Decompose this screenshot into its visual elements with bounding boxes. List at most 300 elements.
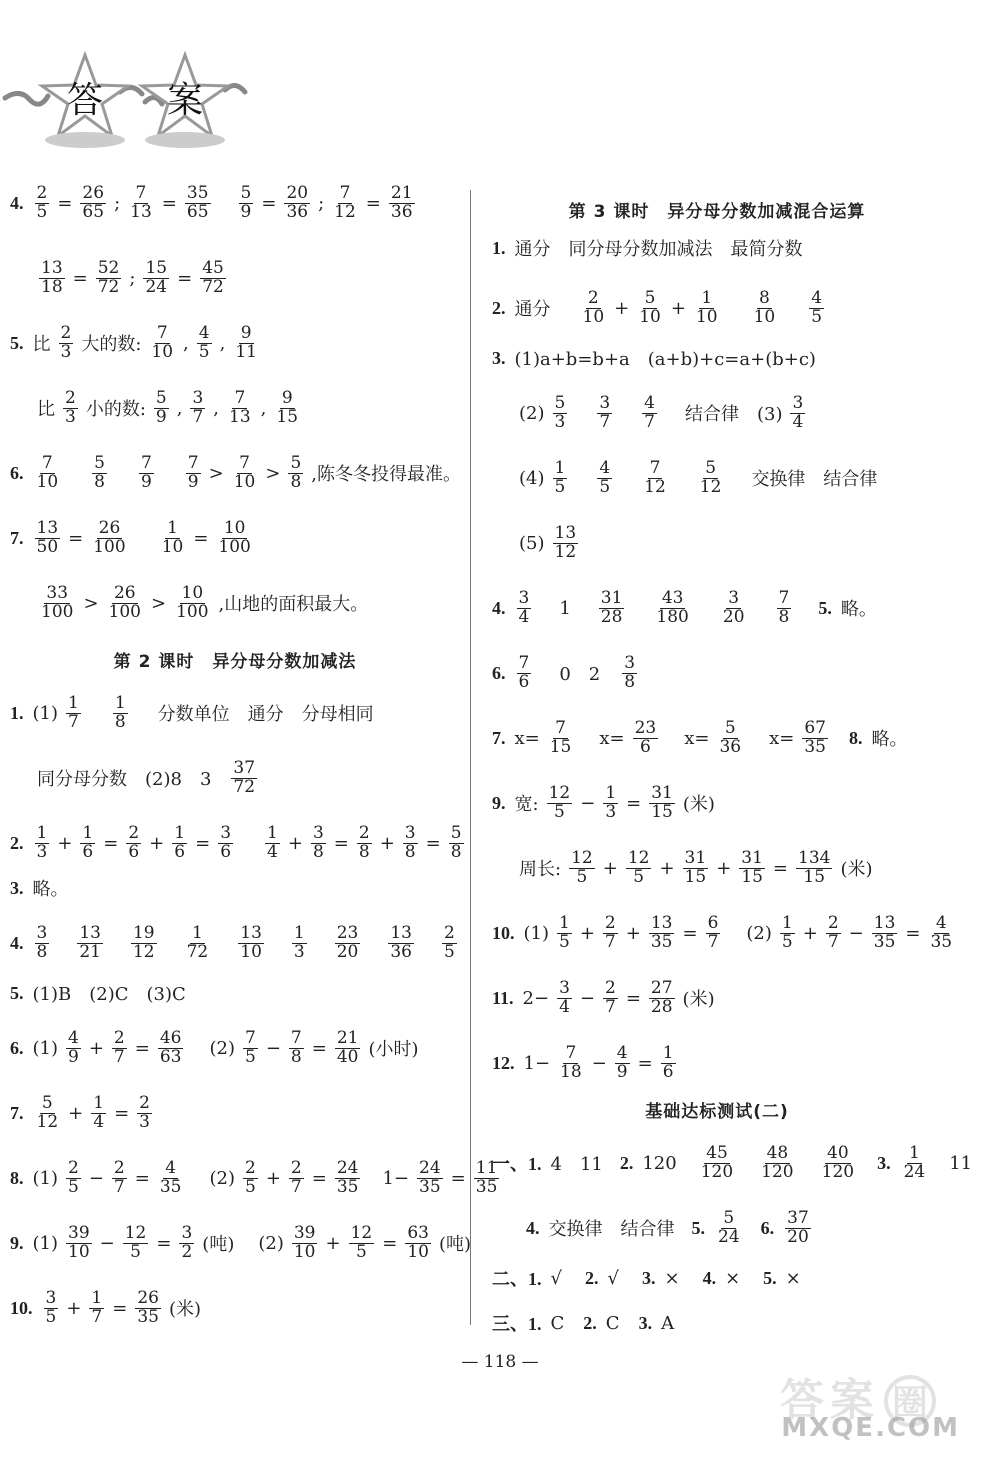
answer-text: 小的数:	[85, 399, 146, 421]
fraction	[80, 825, 95, 862]
fraction-numerator: 3	[404, 823, 416, 843]
fraction-denominator: 15	[741, 866, 763, 887]
fraction	[759, 1145, 795, 1182]
answer-text: (1)B (2)C (3)C	[32, 984, 186, 1005]
fraction-denominator: 35	[419, 1176, 441, 1197]
answer-line	[492, 1310, 675, 1336]
answer-text: =	[134, 1037, 150, 1059]
fraction-numerator: 13	[390, 923, 412, 943]
fraction-denominator: 5	[68, 1176, 79, 1197]
answer-text: ,	[176, 397, 183, 419]
fraction	[126, 825, 141, 862]
fraction-numerator: 4	[198, 323, 210, 343]
fraction-denominator: 15	[549, 736, 572, 757]
fraction	[274, 390, 300, 427]
fraction-denominator: 7	[604, 996, 616, 1017]
fraction-numerator: 7	[41, 453, 53, 473]
fraction	[417, 1160, 443, 1197]
fraction-numerator: 4	[68, 1028, 79, 1048]
fraction-denominator: 3	[605, 801, 617, 822]
fraction-numerator: 35	[186, 183, 209, 203]
answer-line	[10, 980, 187, 1006]
fraction-denominator: 100	[176, 601, 209, 622]
answer-text: ×	[725, 1267, 741, 1289]
fraction-denominator: 9	[68, 1046, 79, 1067]
fraction-denominator: 100	[93, 536, 126, 557]
answer-text: (2)	[519, 402, 545, 424]
question-number: 11.	[492, 987, 514, 1008]
fraction-numerator: 40	[827, 1143, 849, 1163]
fraction-numerator: 3	[559, 978, 570, 998]
fraction-denominator: 50	[36, 536, 59, 557]
answer-text: (1)	[32, 1167, 58, 1189]
fraction	[96, 260, 122, 297]
fraction	[332, 185, 358, 222]
fraction-numerator: 24	[336, 1158, 359, 1178]
fraction-numerator: 2	[113, 1158, 125, 1178]
fraction-numerator: 1	[908, 1143, 920, 1163]
fraction-numerator: 37	[233, 758, 256, 778]
fraction-denominator: 120	[821, 1161, 855, 1182]
fraction-numerator: 1	[192, 923, 203, 943]
fraction-denominator: 3	[36, 841, 48, 862]
answer-line	[10, 185, 418, 222]
fraction-numerator: 7	[156, 323, 168, 343]
fraction-numerator: 2	[604, 913, 616, 933]
answer-text: x=	[769, 727, 795, 749]
fraction-numerator: 1	[114, 693, 126, 713]
fraction	[557, 915, 572, 952]
fraction	[107, 585, 143, 622]
fraction-numerator: 7	[187, 453, 199, 473]
answer-text: 120	[642, 1152, 677, 1174]
answer-text: C	[550, 1312, 565, 1334]
question-number: 9.	[10, 1232, 24, 1253]
fraction-numerator: 2	[827, 913, 839, 933]
fraction	[597, 395, 612, 432]
fraction-numerator: 3	[220, 823, 232, 843]
answer-line	[10, 520, 256, 557]
fraction	[553, 525, 579, 562]
fraction-numerator: 4	[644, 393, 655, 413]
answer-text: √	[550, 1267, 562, 1289]
answer-text: +	[659, 857, 675, 879]
answer-text: ;	[318, 192, 325, 214]
fraction-denominator: 63	[159, 1046, 182, 1067]
answer-text: =	[177, 267, 193, 289]
watermark-char-2: 案	[830, 1375, 874, 1426]
fraction-denominator: 5	[130, 1241, 141, 1262]
fraction-denominator: 6	[220, 841, 232, 862]
question-number: 5.	[818, 597, 832, 618]
fraction-numerator: 1	[36, 823, 48, 843]
fraction-denominator: 8	[290, 471, 302, 492]
fraction-denominator: 35	[137, 1306, 159, 1327]
question-number: 10.	[492, 922, 515, 943]
fraction	[231, 760, 257, 797]
fraction-numerator: 2	[444, 923, 455, 943]
fraction-numerator: 39	[293, 1223, 316, 1243]
answer-line	[10, 825, 467, 862]
fraction-denominator: 10	[233, 471, 256, 492]
fraction-numerator: 3	[624, 653, 636, 673]
answer-text: (2)	[209, 1167, 235, 1189]
answer-line	[10, 760, 260, 797]
fraction-denominator: 12	[554, 541, 577, 562]
fraction	[548, 720, 574, 757]
fraction-numerator: 2	[68, 1158, 79, 1178]
fraction-numerator: 27	[650, 978, 673, 998]
fraction-denominator: 180	[656, 606, 689, 627]
fraction-numerator: 12	[548, 783, 571, 803]
fraction-denominator: 35	[159, 1176, 182, 1197]
fraction	[66, 1030, 81, 1067]
fraction-denominator: 10	[293, 1241, 316, 1262]
fraction-numerator: 1	[174, 823, 186, 843]
fraction-numerator: 3	[792, 393, 804, 413]
fraction-denominator: 3	[65, 406, 76, 427]
fraction-numerator: 31	[600, 588, 623, 608]
fraction-denominator: 6	[518, 671, 530, 692]
answer-text: =	[114, 1102, 130, 1124]
answer-line	[492, 785, 716, 822]
fraction-numerator: 26	[82, 183, 105, 203]
fraction-numerator: 2	[60, 323, 72, 343]
fraction-numerator: 7	[290, 1028, 302, 1048]
fraction-numerator: 63	[407, 1223, 429, 1243]
fraction-numerator: 26	[137, 1288, 159, 1308]
fraction-numerator: 7	[555, 718, 566, 738]
fraction-numerator: 1	[82, 823, 94, 843]
fraction	[39, 260, 65, 297]
fraction-numerator: 3	[518, 588, 530, 608]
answer-text: 1−	[382, 1167, 410, 1189]
fraction-denominator: 15	[684, 866, 707, 887]
fraction-numerator: 7	[565, 1043, 577, 1063]
fraction-numerator: 1	[781, 913, 793, 933]
fraction-denominator: 12	[644, 476, 666, 497]
fraction	[581, 290, 607, 327]
answer-line	[10, 1030, 420, 1067]
fraction	[59, 325, 74, 362]
fraction-denominator: 5	[781, 931, 793, 952]
question-number: 2.	[10, 832, 24, 853]
answer-text: +	[802, 922, 818, 944]
answer-text: +	[325, 1232, 341, 1254]
question-number: 2.	[619, 1152, 634, 1173]
answer-text: −	[579, 987, 595, 1009]
fraction-numerator: 1	[605, 783, 617, 803]
answer-line	[10, 695, 375, 732]
fraction	[654, 590, 690, 627]
answer-text: 1−	[523, 1052, 551, 1074]
fraction-numerator: 5	[155, 388, 167, 408]
fraction-numerator: 7	[518, 653, 530, 673]
fraction-numerator: 7	[649, 458, 661, 478]
fraction-denominator: 5	[811, 306, 823, 327]
fraction-denominator: 8	[290, 1046, 302, 1067]
question-number: 3.	[10, 877, 24, 898]
fraction-numerator: 31	[651, 783, 673, 803]
fraction-denominator: 24	[903, 1161, 926, 1182]
fraction-denominator: 35	[475, 1176, 498, 1197]
fraction-denominator: 5	[198, 341, 210, 362]
answer-text: =	[156, 1232, 172, 1254]
fraction-denominator: 35	[930, 931, 953, 952]
fraction-numerator: 1	[267, 823, 278, 843]
header-char-2: 案	[166, 80, 204, 121]
fraction-denominator: 6	[128, 841, 140, 862]
fraction	[335, 1160, 361, 1197]
answer-text: =	[68, 527, 84, 549]
answer-text: 交换律 结合律	[548, 1219, 675, 1241]
fraction	[265, 825, 280, 862]
fraction-numerator: 3	[312, 823, 324, 843]
fraction	[683, 850, 709, 887]
answer-line	[10, 585, 369, 622]
fraction-denominator: 7	[827, 931, 839, 952]
fraction-numerator: 19	[132, 923, 155, 943]
fraction	[112, 1030, 127, 1067]
fraction-numerator: 1	[554, 458, 566, 478]
fraction-denominator: 100	[41, 601, 74, 622]
fraction	[449, 825, 464, 862]
fraction	[288, 455, 303, 492]
fraction-denominator: 7	[604, 931, 616, 952]
fraction-numerator: 13	[650, 913, 673, 933]
answer-line	[10, 1290, 202, 1327]
question-number: 3.	[492, 347, 506, 368]
fraction-numerator: 4	[935, 913, 947, 933]
fraction	[137, 1095, 152, 1132]
fraction-denominator: 28	[650, 996, 673, 1017]
fraction	[403, 825, 418, 862]
fraction	[694, 290, 720, 327]
question-number: 8.	[10, 1167, 24, 1188]
fraction-denominator: 4	[518, 606, 530, 627]
page-number: — 118 —	[461, 1352, 539, 1372]
question-number: 1.	[10, 702, 24, 723]
fraction-denominator: 2	[181, 1241, 193, 1262]
question-number: 一、1.	[492, 1154, 542, 1175]
fraction-numerator: 12	[571, 848, 593, 868]
fraction	[517, 590, 532, 627]
answer-text: ,	[183, 332, 189, 354]
fraction-denominator: 35	[873, 931, 896, 952]
answer-text: (1)a+b=b+a (a+b)+c=a+(b+c)	[514, 349, 816, 370]
fraction-denominator: 5	[244, 1176, 256, 1197]
fraction	[597, 460, 612, 497]
fraction	[232, 455, 258, 492]
fraction	[174, 585, 210, 622]
question-number: 三、1.	[492, 1314, 542, 1334]
fraction-denominator: 10	[582, 306, 605, 327]
answer-text: (2)	[258, 1232, 284, 1254]
fraction	[820, 1145, 856, 1182]
fraction-denominator: 8	[114, 711, 126, 732]
answer-text: (2)	[209, 1037, 235, 1059]
answer-text: =	[311, 1167, 327, 1189]
question-number: 5.	[10, 982, 24, 1003]
fraction-numerator: 1	[701, 288, 713, 308]
fraction	[200, 260, 226, 297]
fraction-denominator: 5	[36, 201, 48, 222]
fraction	[699, 1145, 735, 1182]
fraction-numerator: 134	[798, 848, 831, 868]
answer-line	[10, 1225, 472, 1262]
fraction	[335, 1030, 361, 1067]
fraction	[637, 290, 663, 327]
answer-text: =	[682, 922, 698, 944]
answer-line	[492, 395, 808, 432]
fraction-denominator: 18	[560, 1061, 582, 1082]
fraction	[91, 520, 127, 557]
fraction-denominator: 7	[68, 711, 79, 732]
fraction-numerator: 5	[41, 1093, 53, 1113]
fraction	[796, 850, 832, 887]
fraction	[357, 825, 372, 862]
question-number: 4.	[10, 932, 24, 953]
fraction-numerator: 3	[728, 588, 740, 608]
question-number: 9.	[492, 792, 506, 813]
fraction	[154, 390, 169, 427]
fraction	[405, 1225, 431, 1262]
answer-text: −	[848, 922, 864, 944]
fraction	[66, 1225, 92, 1262]
question-number: 二、1.	[492, 1269, 542, 1289]
answer-text: ,	[260, 397, 267, 419]
answer-text: +	[670, 297, 686, 319]
fraction-numerator: 5	[94, 453, 105, 473]
question-number: 2.	[492, 297, 506, 318]
fraction-numerator: 2	[139, 1093, 150, 1113]
fraction-numerator: 23	[336, 923, 359, 943]
fraction-denominator: 5	[355, 1241, 367, 1262]
answer-text: (1)	[32, 1037, 58, 1059]
answer-text: 分数单位 通分 分母相同	[157, 704, 374, 726]
fraction-numerator: 2	[244, 1158, 256, 1178]
fraction-denominator: 36	[390, 201, 413, 222]
answer-text: ,陈冬冬投得最准。	[311, 464, 462, 486]
answer-line	[492, 1145, 973, 1182]
answer-text: +	[625, 922, 641, 944]
fraction-numerator: 9	[240, 323, 252, 343]
fraction-denominator: 9	[187, 471, 199, 492]
fraction-numerator: 4	[165, 1158, 177, 1178]
fraction-denominator: 72	[202, 276, 224, 297]
fraction-denominator: 7	[707, 931, 719, 952]
answer-text: =	[193, 527, 209, 549]
fraction	[197, 325, 212, 362]
fraction	[190, 390, 205, 427]
answer-line	[492, 460, 878, 497]
answer-text: 比	[37, 399, 55, 421]
fraction-numerator: 15	[145, 258, 168, 278]
fraction-denominator: 36	[286, 201, 309, 222]
answer-text: 0 2	[559, 664, 601, 686]
answer-text: x=	[599, 727, 625, 749]
fraction-numerator: 20	[286, 183, 309, 203]
answer-line	[10, 875, 70, 901]
fraction	[66, 1160, 81, 1197]
fraction	[928, 915, 954, 952]
answer-text: 大的数:	[81, 334, 142, 356]
fraction-denominator: 20	[722, 606, 745, 627]
answer-text: ,	[219, 332, 226, 354]
answer-text: =	[626, 792, 642, 814]
fraction-numerator: 7	[234, 388, 246, 408]
fraction	[558, 1045, 584, 1082]
fraction-denominator: 10	[407, 1241, 429, 1262]
question-number: 6.	[10, 1037, 24, 1058]
fraction-denominator: 35	[650, 931, 673, 952]
fraction-denominator: 15	[803, 866, 826, 887]
fraction-numerator: 1	[293, 923, 305, 943]
answer-text: (米)	[682, 989, 715, 1011]
question-number: 3.	[877, 1152, 891, 1173]
fraction-numerator: 3	[192, 388, 204, 408]
fraction-denominator: 8	[94, 471, 105, 492]
answer-text: =	[57, 192, 73, 214]
fraction-denominator: 3	[60, 341, 72, 362]
fraction-denominator: 3	[554, 411, 566, 432]
question-number: 5.	[10, 332, 24, 353]
fraction	[777, 590, 792, 627]
fraction	[92, 455, 107, 492]
fraction-numerator: 1	[91, 1288, 103, 1308]
fraction-denominator: 7	[91, 1306, 103, 1327]
answer-text: +	[265, 1167, 281, 1189]
fraction-numerator: 23	[634, 718, 657, 738]
answer-line	[10, 260, 229, 297]
fraction-denominator: 5	[45, 1306, 57, 1327]
fraction-denominator: 11	[235, 341, 257, 362]
fraction-numerator: 5	[724, 718, 736, 738]
fraction-denominator: 5	[633, 866, 645, 887]
fraction-denominator: 5	[559, 931, 570, 952]
fraction	[112, 1160, 127, 1197]
fraction	[902, 1145, 928, 1182]
fraction-denominator: 9	[240, 201, 252, 222]
fraction	[739, 850, 765, 887]
fraction	[335, 925, 361, 962]
fraction-numerator: 2	[65, 388, 76, 408]
fraction-denominator: 10	[639, 306, 661, 327]
fraction-numerator: 2	[290, 1158, 302, 1178]
answer-text: =	[333, 832, 349, 854]
fraction	[160, 520, 186, 557]
fraction-numerator: 4	[599, 458, 611, 478]
fraction-denominator: 35	[804, 736, 826, 757]
answer-text: =	[261, 192, 277, 214]
answer-text: A	[661, 1312, 675, 1334]
fraction	[569, 850, 595, 887]
fraction	[35, 185, 50, 222]
answer-text: (吨)	[438, 1234, 471, 1256]
fraction-numerator: 10	[223, 518, 246, 538]
fraction-denominator: 6	[662, 1061, 674, 1082]
answer-text: +	[716, 857, 732, 879]
fraction	[35, 825, 50, 862]
answer-text: (小时)	[368, 1039, 419, 1061]
answer-line	[10, 455, 462, 492]
fraction-numerator: 13	[873, 913, 896, 933]
fraction-denominator: 6	[174, 841, 186, 862]
answer-text: ;	[129, 267, 136, 289]
answer-text: =	[72, 267, 88, 289]
fraction-denominator: 13	[229, 406, 251, 427]
fraction-numerator: 21	[336, 1028, 359, 1048]
